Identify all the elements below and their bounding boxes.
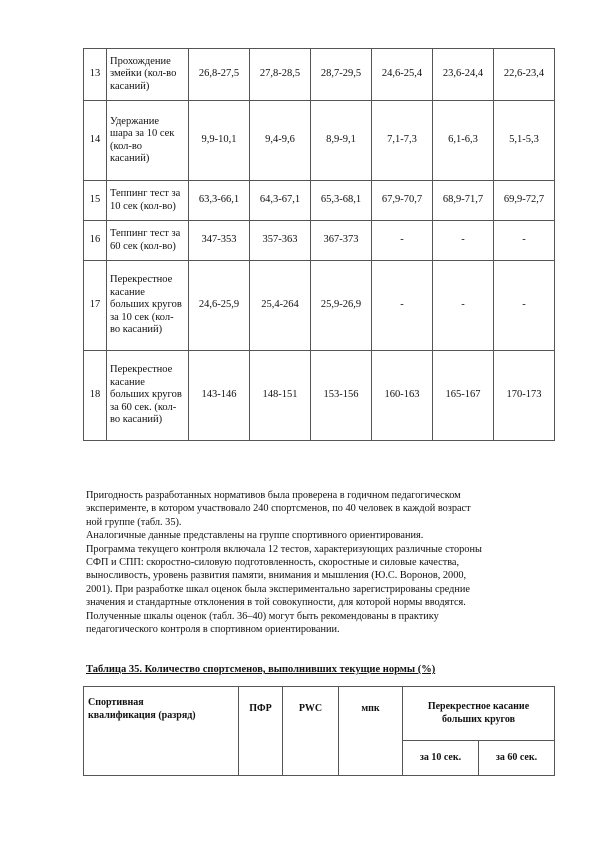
paragraph-line: Полученные шкалы оценок (табл. 36–40) могут быть рекомендованы в практику	[86, 610, 439, 622]
table-cell: 24,6-25,9	[189, 261, 250, 351]
row-label-line: касаний)	[110, 153, 150, 164]
table-cell: 148-151	[250, 351, 311, 441]
row-label-line: больших кругов	[110, 299, 182, 311]
table-cell: 347-353	[189, 221, 250, 261]
table-cell: 6,1-6,3	[433, 101, 494, 181]
table-cell: -	[433, 221, 494, 261]
table-cell: 22,6-23,4	[494, 49, 555, 101]
row-label-line: (кол-во	[110, 140, 143, 152]
table-row	[84, 351, 555, 441]
row-number: 16	[84, 221, 107, 261]
table-cell: 24,6-25,4	[372, 49, 433, 101]
row-label	[107, 49, 189, 101]
table-cell: 67,9-70,7	[372, 181, 433, 221]
header-pwc: PWC	[283, 687, 339, 776]
paragraph-line: Программа текущего контроля включала 12 тестов, характеризующих различные стороны	[86, 543, 482, 555]
table-35-caption: Таблица 35. Количество спортсменов, выполнивших текущие нормы (%)	[86, 664, 436, 675]
row-label	[107, 181, 189, 221]
table-row	[84, 261, 555, 351]
paragraph-line: педагогического контроля в спортивном ориентировании.	[86, 624, 340, 636]
row-label-line: Удержание	[110, 115, 160, 127]
row-label-line: Перекрестное	[110, 274, 173, 286]
row-label-line: касаний)	[110, 80, 150, 92]
table-cell: 170-173	[494, 351, 555, 441]
table-cell: -	[372, 261, 433, 351]
row-label-line: Прохождение	[110, 55, 171, 67]
table-cell: 8,9-9,1	[311, 101, 372, 181]
table-cell: 23,6-24,4	[433, 49, 494, 101]
norms-table	[83, 48, 555, 441]
row-label-line: во касаний)	[110, 414, 163, 426]
paragraph-line: ной группе (табл. 35).	[86, 516, 182, 528]
row-label-line: Теппинг тест за	[110, 188, 181, 199]
table-row	[84, 221, 555, 261]
row-label-line: во касаний)	[110, 324, 163, 336]
row-label-line: касание	[110, 376, 145, 388]
header-qualification-line: Спортивная	[88, 697, 144, 708]
paragraph-line: выносливость, уровень развития памяти, внимания и мышления (Ю.С. Воронов, 2000,	[86, 570, 467, 582]
table-cell: 9,9-10,1	[189, 101, 250, 181]
table-cell: -	[494, 261, 555, 351]
paragraph-line: Аналогичные данные представлены на группе спортивного ориентирования.	[86, 530, 424, 542]
row-number: 15	[84, 181, 107, 221]
paragraph-line: 2001). При разработке шкал оценок была экспериментально зарегистрированы средние	[86, 583, 470, 595]
table-cell: 153-156	[311, 351, 372, 441]
table-cell: 26,8-27,5	[189, 49, 250, 101]
row-number: 18	[84, 351, 107, 441]
header-cross-touch-line: больших кругов	[442, 713, 515, 725]
header-cross-touch-line: Перекрестное касание	[427, 701, 530, 712]
row-label-line: шара за 10 сек	[110, 128, 175, 139]
header-qualification	[84, 687, 239, 776]
table-cell: 160-163	[372, 351, 433, 441]
table-cell: 9,4-9,6	[250, 101, 311, 181]
table-cell: 165-167	[433, 351, 494, 441]
table-cell: 5,1-5,3	[494, 101, 555, 181]
body-paragraph	[86, 489, 556, 636]
row-label-line: 60 сек (кол-во)	[110, 240, 176, 252]
row-label	[107, 101, 189, 181]
row-label	[107, 221, 189, 261]
row-label	[107, 351, 189, 441]
table-cell: -	[433, 261, 494, 351]
row-label-line: за 10 сек (кол-	[110, 311, 174, 323]
table-cell: 27,8-28,5	[250, 49, 311, 101]
row-number: 13	[84, 49, 107, 101]
table-row	[84, 101, 555, 181]
row-label-line: касание	[110, 286, 145, 298]
paragraph-line: эксперименте, в котором участвовало 240 спортсменов, по 40 человек в каждой возраст	[86, 503, 471, 515]
header-60-sec: за 60 сек.	[478, 741, 554, 776]
table-cell: 25,9-26,9	[311, 261, 372, 351]
table-cell: 63,3-66,1	[189, 181, 250, 221]
paragraph-line: значения и стандартные отклонения в той совокупности, для которой нормы вводятся.	[86, 597, 466, 609]
table-cell: 25,4-264	[250, 261, 311, 351]
table-row	[84, 49, 555, 101]
table-cell: 28,7-29,5	[311, 49, 372, 101]
table-cell: -	[372, 221, 433, 261]
row-label-line: больших кругов	[110, 389, 182, 401]
table-cell: 65,3-68,1	[311, 181, 372, 221]
table-row	[84, 181, 555, 221]
paragraph-line: СФП и СПП: скоростно-силовую подготовленность, скоростные и силовые качества,	[86, 557, 460, 569]
row-label-line: за 60 сек. (кол-	[110, 401, 177, 413]
row-label	[107, 261, 189, 351]
table-cell: 357-363	[250, 221, 311, 261]
header-pfr: ПФР	[239, 687, 283, 776]
table-cell: 69,9-72,7	[494, 181, 555, 221]
table-cell: 64,3-67,1	[250, 181, 311, 221]
header-qualification-line: квалификация (разряд)	[88, 709, 196, 721]
row-label-line: Перекрестное	[110, 364, 173, 376]
row-label-line: змейки (кол-во	[110, 68, 177, 80]
row-label-line: Теппинг тест за	[110, 228, 181, 239]
table-cell: 367-373	[311, 221, 372, 261]
paragraph-line: Пригодность разработанных нормативов была проверена в годичном педагогическом	[86, 490, 461, 501]
table-35	[83, 686, 555, 776]
table-cell: 143-146	[189, 351, 250, 441]
header-mpk: мпк	[339, 687, 403, 776]
table-cell: -	[494, 221, 555, 261]
table-cell: 68,9-71,7	[433, 181, 494, 221]
header-cross-touch	[403, 687, 555, 741]
table-35-header-row	[84, 687, 555, 741]
row-number: 17	[84, 261, 107, 351]
row-number: 14	[84, 101, 107, 181]
row-label-line: 10 сек (кол-во)	[110, 200, 176, 212]
header-10-sec: за 10 сек.	[403, 741, 479, 776]
table-cell: 7,1-7,3	[372, 101, 433, 181]
